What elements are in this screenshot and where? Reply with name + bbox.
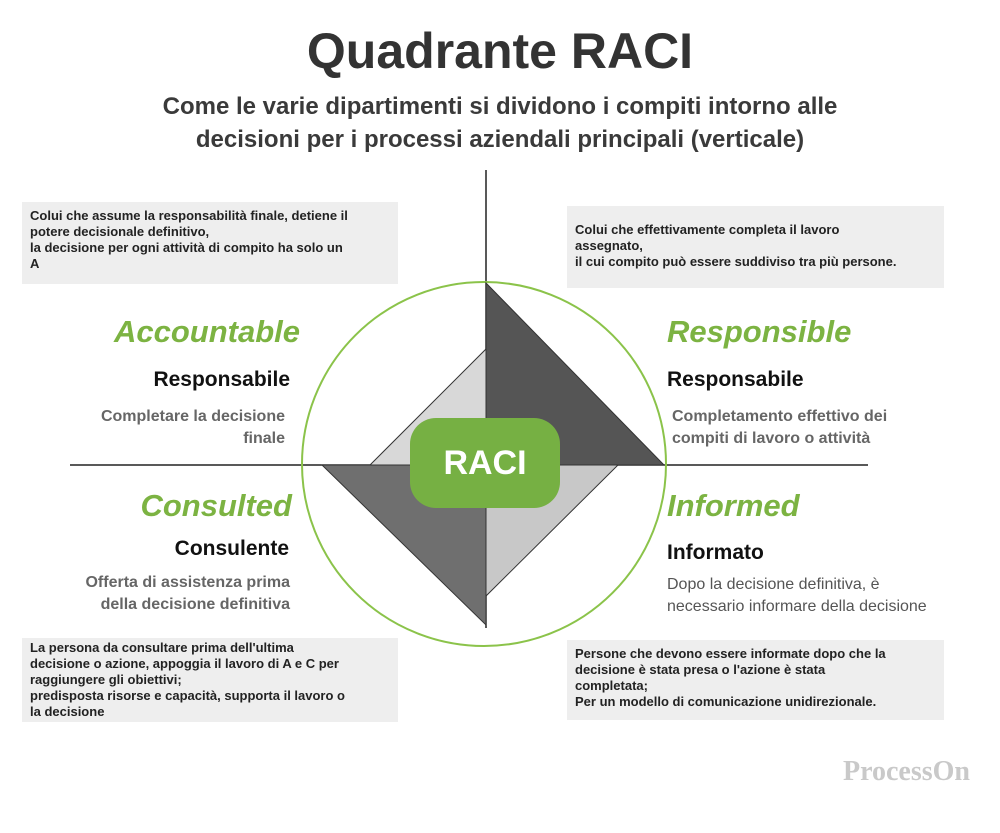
note-line: la decisione per ogni attività di compito ha solo un bbox=[30, 240, 343, 255]
description-line: della decisione definitiva bbox=[100, 596, 290, 613]
consulted-note bbox=[22, 638, 398, 722]
note-line: Per un modello di comunicazione unidirezionale. bbox=[575, 694, 877, 709]
note-line: La persona da consultare prima dell'ultima bbox=[30, 640, 294, 655]
description-line: finale bbox=[243, 430, 285, 447]
responsible-note bbox=[567, 206, 944, 288]
accountable-title: Accountable bbox=[113, 314, 300, 349]
subtitle-line-2: decisioni per i processi aziendali principali (verticale) bbox=[195, 126, 805, 153]
subtitle-line-1: Come le varie dipartimenti si dividono i compiti intorno alle bbox=[162, 93, 838, 120]
note-line: Colui che effettivamente completa il lavoro bbox=[575, 222, 840, 237]
note-line: potere decisionale definitivo, bbox=[30, 224, 210, 239]
description-line: Completare la decisione bbox=[100, 408, 285, 425]
page-title: Quadrante RACI bbox=[306, 23, 694, 79]
informed-description bbox=[667, 574, 987, 618]
informed-role: Informato bbox=[667, 541, 764, 564]
note-line: decisione o azione, appoggia il lavoro di A e C per bbox=[30, 656, 339, 671]
description-line: Offerta di assistenza prima bbox=[85, 574, 290, 591]
consulted-description bbox=[40, 572, 290, 616]
responsible-description bbox=[672, 406, 972, 450]
processon-watermark: ProcessOn bbox=[842, 756, 970, 787]
center-label: RACI bbox=[443, 444, 527, 482]
description-line: compiti di lavoro o attività bbox=[672, 430, 871, 447]
description-line: Dopo la decisione definitiva, è bbox=[667, 576, 880, 593]
note-line: il cui compito può essere suddiviso tra più persone. bbox=[575, 254, 897, 269]
note-line: Colui che assume la responsabilità finale, detiene il bbox=[30, 208, 348, 223]
note-line: la decisione bbox=[30, 704, 105, 719]
note-line: Persone che devono essere informate dopo che la bbox=[575, 646, 886, 661]
informed-note bbox=[567, 640, 944, 720]
consulted-role: Consulente bbox=[174, 537, 289, 560]
page-subtitle bbox=[40, 90, 960, 156]
consulted-title: Consulted bbox=[140, 488, 292, 523]
note-line: raggiungere gli obiettivi; bbox=[30, 672, 182, 687]
description-line: necessario informare della decisione bbox=[667, 598, 927, 615]
note-line: predisposta risorse e capacità, supporta il lavoro o bbox=[30, 688, 345, 703]
responsible-role: Responsabile bbox=[667, 368, 804, 391]
note-line: A bbox=[30, 256, 40, 271]
informed-title: Informed bbox=[667, 488, 800, 523]
note-line: completata; bbox=[575, 678, 648, 693]
accountable-role: Responsabile bbox=[153, 368, 290, 391]
responsible-title: Responsible bbox=[667, 314, 852, 349]
description-line: Completamento effettivo dei bbox=[672, 408, 888, 425]
accountable-description bbox=[40, 406, 285, 450]
note-line: assegnato, bbox=[575, 238, 643, 253]
accountable-note bbox=[22, 202, 398, 284]
note-line: decisione è stata presa o l'azione è stata bbox=[575, 662, 826, 677]
